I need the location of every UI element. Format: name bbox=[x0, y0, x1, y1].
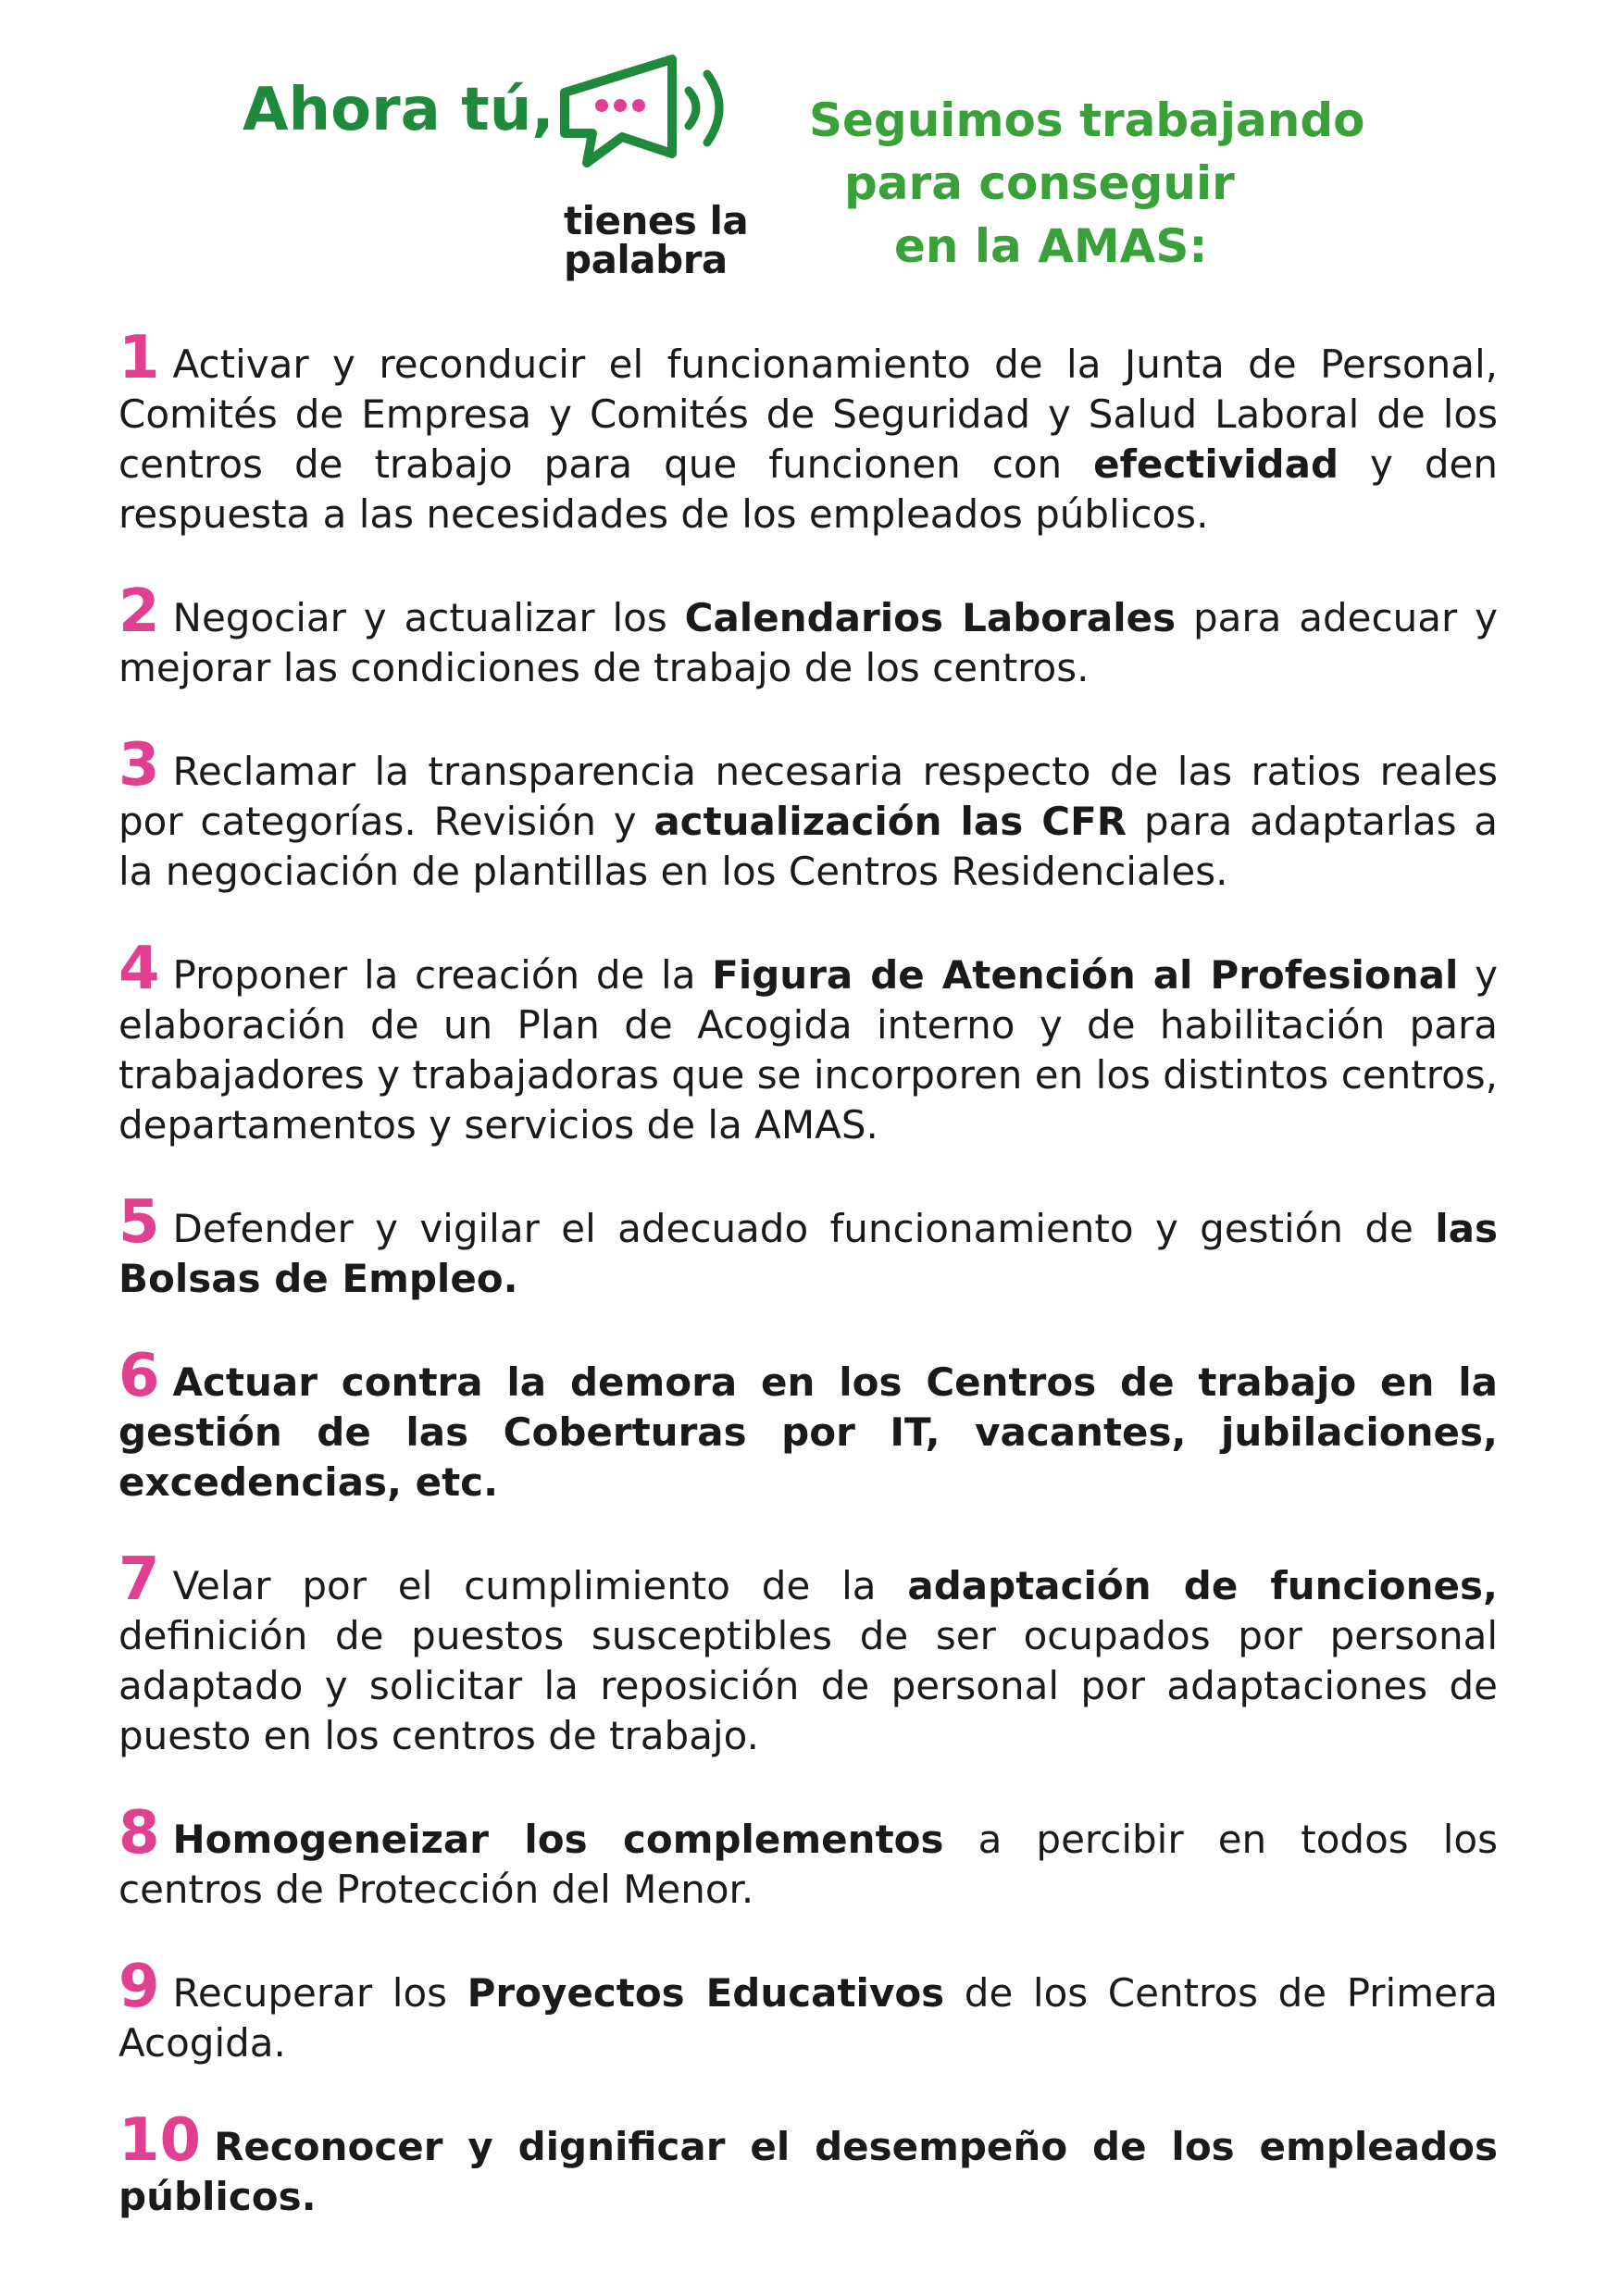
list-item bbox=[118, 1799, 1498, 1915]
item-text: Velar por el cumplimiento de la bbox=[172, 1563, 908, 1608]
item-text-end: y den respuesta a las necesidades de los empleados públicos. bbox=[118, 441, 1498, 537]
item-number: 7 bbox=[118, 1545, 160, 1614]
logo-text-line-1: tienes la bbox=[564, 198, 749, 243]
item-highlight: Calendarios Laborales bbox=[684, 595, 1177, 640]
item-highlight: efectividad bbox=[1093, 441, 1339, 487]
demands-list bbox=[118, 324, 1498, 2269]
slogan-line-2: para conseguir bbox=[844, 156, 1235, 210]
item-number: 4 bbox=[118, 935, 160, 1003]
item-text: Reclamar la transparencia necesaria respecto de las ratios reales por categorías. Revisión y bbox=[118, 749, 1498, 844]
item-text-end: a percibir en todos los centros de Protección del Menor. bbox=[118, 1817, 1498, 1912]
item-number: 9 bbox=[118, 1953, 160, 2021]
list-item bbox=[118, 1545, 1498, 1761]
item-highlight: actualización las CFR bbox=[654, 799, 1127, 844]
list-item bbox=[118, 935, 1498, 1150]
item-highlight: Figura de Atención al Profesional bbox=[712, 952, 1459, 998]
ahora-tu-title: Ahora tú, bbox=[243, 76, 554, 144]
item-text: Defender y vigilar el adecuado funcionamiento y gestión de bbox=[172, 1206, 1436, 1251]
slogan-line-1: Seguimos trabajando bbox=[809, 93, 1365, 147]
item-text: Recuperar los bbox=[172, 1970, 467, 2016]
slogan bbox=[809, 89, 1401, 278]
list-item bbox=[118, 1342, 1498, 1508]
item-text-end: definición de puestos susceptibles de ser ocupados por personal adaptado y solicitar la reposición de personal por adaptaciones de puesto en los centros de trabajo. bbox=[118, 1613, 1498, 1758]
item-text: Negociar y actualizar los bbox=[172, 595, 685, 640]
item-number: 1 bbox=[118, 324, 160, 392]
item-text: Proponer la creación de la bbox=[172, 952, 713, 998]
item-number: 5 bbox=[118, 1188, 160, 1257]
megaphone-speech-bubble-icon bbox=[559, 54, 763, 220]
list-item bbox=[118, 577, 1498, 693]
item-text-end: para adecuar y mejorar las condiciones de trabajo de los centros. bbox=[118, 595, 1498, 690]
item-number: 10 bbox=[118, 2106, 202, 2175]
item-number: 6 bbox=[118, 1342, 160, 1410]
item-highlight: Homogeneizar los complementos bbox=[172, 1817, 944, 1862]
slogan-line-3: en la AMAS: bbox=[894, 219, 1208, 273]
item-number: 8 bbox=[118, 1799, 160, 1868]
item-highlight: Reconocer y dignificar el desempeño de los empleados públicos. bbox=[118, 2124, 1498, 2219]
item-text-end: de los Centros de Primera Acogida. bbox=[118, 1970, 1498, 2066]
item-highlight: adaptación de funciones, bbox=[907, 1563, 1498, 1608]
item-text: Activar y reconducir el funcionamiento de la Junta de Personal, Comités de Empresa y Comités de Seguridad y Salud Laboral de los centros de trabajo para que funcionen con bbox=[118, 341, 1498, 487]
item-highlight: Proyectos Educativos bbox=[467, 1970, 945, 2016]
item-text-end: y elaboración de un Plan de Acogida interno y de habilitación para trabajadores y trabajadoras que se incorporen en los distintos centros, departamentos y servicios de la AMAS. bbox=[118, 952, 1498, 1148]
item-number: 2 bbox=[118, 577, 160, 646]
list-item bbox=[118, 731, 1498, 897]
item-highlight: Actuar contra la demora en los Centros de trabajo en la gestión de las Coberturas por IT, vacantes, jubilaciones, excedencias, etc. bbox=[118, 1359, 1498, 1505]
list-item bbox=[118, 324, 1498, 540]
item-number: 3 bbox=[118, 731, 160, 800]
logo-text-line-2: palabra bbox=[564, 237, 728, 282]
list-item bbox=[118, 1953, 1498, 2068]
list-item bbox=[118, 1188, 1498, 1304]
list-item bbox=[118, 2106, 1498, 2222]
logo-text bbox=[564, 198, 749, 282]
header bbox=[0, 0, 1619, 305]
item-highlight: las Bolsas de Empleo. bbox=[118, 1206, 1498, 1301]
item-text-end: para adaptarlas a la negociación de plantillas en los Centros Residenciales. bbox=[118, 799, 1498, 894]
